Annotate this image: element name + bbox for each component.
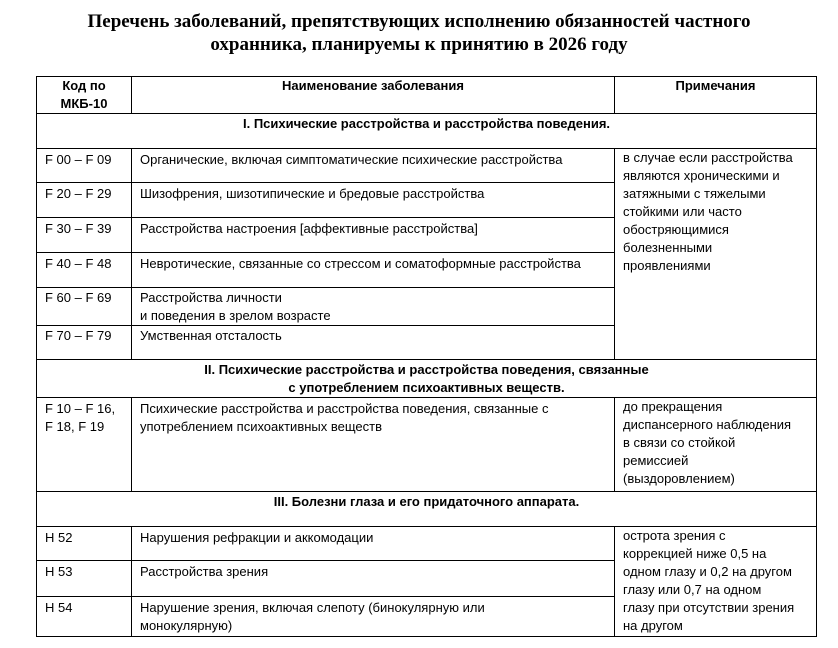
name-cell: Невротические, связанные со стрессом и соматоформные расстройства — [132, 253, 615, 288]
code-cell: F 60 – F 69 — [37, 288, 132, 326]
name-cell: Психические расстройства и расстройства поведения, связанные с употреблением психоактивных веществ — [132, 398, 615, 492]
header-code: Код по МКБ-10 — [37, 77, 132, 114]
header-notes: Примечания — [615, 77, 817, 114]
name-cell: Умственная отсталость — [132, 326, 615, 360]
table-row — [37, 527, 817, 561]
diseases-table — [36, 76, 817, 637]
header-row — [37, 77, 817, 114]
code-cell: F 40 – F 48 — [37, 253, 132, 288]
code-cell: H 53 — [37, 561, 132, 597]
code-cell: F 30 – F 39 — [37, 218, 132, 253]
table-row — [37, 149, 817, 183]
section-title-row: I. Психические расстройства и расстройства поведения. — [37, 114, 817, 149]
name-cell: Расстройства личности и поведения в зрелом возрасте — [132, 288, 615, 326]
table-row — [37, 398, 817, 492]
code-cell: H 54 — [37, 597, 132, 637]
notes-cell: в случае если расстройства являются хроническими и затяжными с тяжелыми стойкими или часто обостряющимися болезненными проявлениями — [615, 149, 817, 360]
code-cell: F 10 – F 16, F 18, F 19 — [37, 398, 132, 492]
code-cell: H 52 — [37, 527, 132, 561]
name-cell: Нарушение зрения, включая слепоту (бинокулярную или монокулярную) — [132, 597, 615, 637]
name-cell: Расстройства настроения [аффективные расстройства] — [132, 218, 615, 253]
title-line-2: охранника, планируемы к принятию в 2026 году — [210, 34, 628, 55]
notes-cell: острота зрения с коррекцией ниже 0,5 на одном глазу и 0,2 на другом глазу или 0,7 на одном глазу при отсутствии зрения на другом — [615, 527, 817, 637]
header-name: Наименование заболевания — [132, 77, 615, 114]
code-cell: F 00 – F 09 — [37, 149, 132, 183]
title-line-1: Перечень заболеваний, препятствующих исполнению обязанностей частного — [87, 11, 751, 32]
name-cell: Шизофрения, шизотипические и бредовые расстройства — [132, 183, 615, 218]
code-cell: F 70 – F 79 — [37, 326, 132, 360]
notes-cell: до прекращения диспансерного наблюдения в связи со стойкой ремиссией (выздоровлением) — [615, 398, 817, 492]
section-title-row: III. Болезни глаза и его придаточного аппарата. — [37, 492, 817, 527]
name-cell: Расстройства зрения — [132, 561, 615, 597]
code-cell: F 20 – F 29 — [37, 183, 132, 218]
name-cell: Нарушения рефракции и аккомодации — [132, 527, 615, 561]
name-cell: Органические, включая симптоматические психические расстройства — [132, 149, 615, 183]
section-title-row: II. Психические расстройства и расстройства поведения, связанные с употреблением психоактивных веществ. — [37, 360, 817, 398]
document-title — [0, 10, 838, 56]
